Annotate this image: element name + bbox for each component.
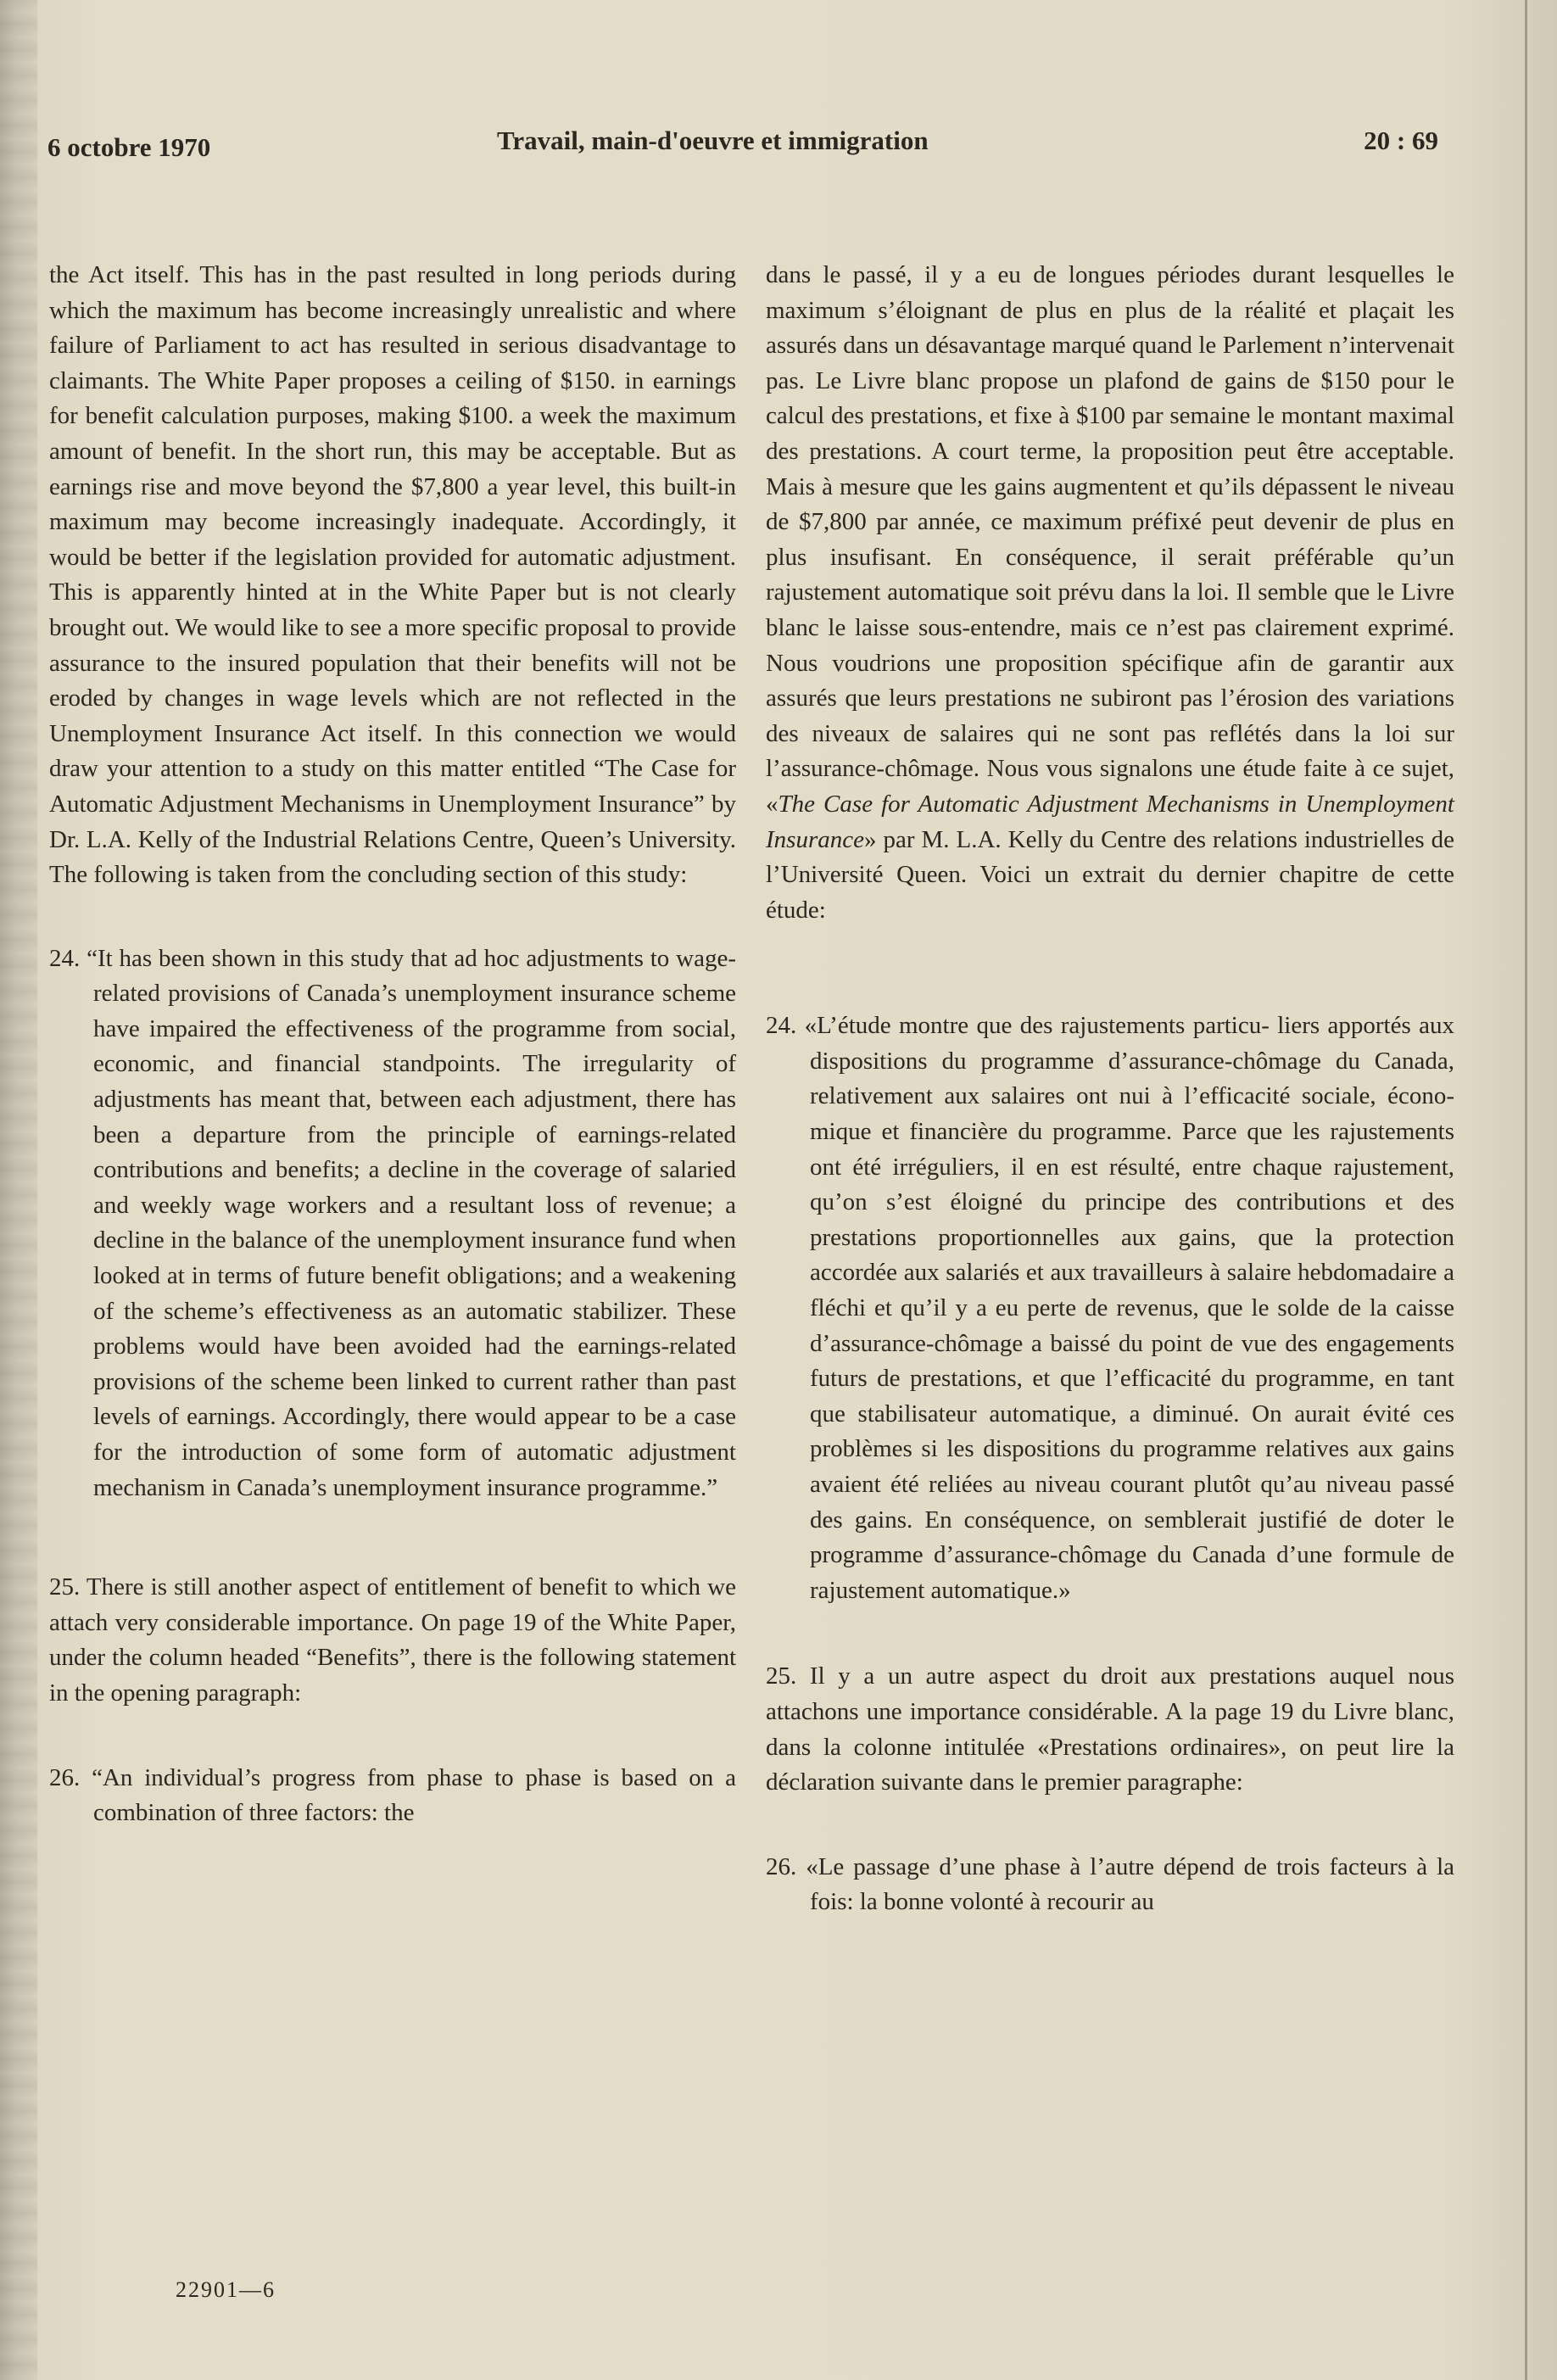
- page-header: [47, 119, 1438, 170]
- english-quote-24: 24. “It has been shown in this study that ad hoc adjustments to wage-related provisions of Canada’s unemployment insurance scheme have impaired the effectiveness of the programme from social, economic, and financial standpoints. The irregularity of adjustments has meant that, between each adjustment, there has been a departure from the principle of earnings-related contributions and benefits; a decline in the coverage of salaried and weekly wage workers and a resultant loss of revenue; a decline in the balance of the unemployment insurance fund when looked at in terms of future benefit obligations; and a weakening of the scheme’s effectiveness as an automatic stabilizer. These problems would have been avoided had the earnings-related provisions of the scheme been linked to current rather than past levels of earnings. Accordingly, there would appear to be a case for the introduction of some form of automatic adjustment mechanism in Canada’s unemployment insurance programme.”: [49, 944, 736, 1501]
- header-page-number: 20 : 69: [1364, 126, 1438, 155]
- french-paragraph-25: 25. Il y a un autre aspect du droit aux prestations auquel nous attachons une importance considérable. A la page 19 du Livre blanc, dans la colonne intitulée «Prestations ordinaires», on peut lire la déclaration suivante dans le premier paragraphe:: [766, 1662, 1454, 1796]
- french-intro-text: dans le passé, il y a eu de longues périodes durant lesquelles le maximum s’éloignant de plus en plus de la réalité et plaçait les assurés dans un désavantage marqué quand le Parlement n’intervenait pas. Le Livre blanc propose un plafond de gains de $150 pour le calcul des prestations, et fixe à $100 par semaine le montant maximal des prestations. A court terme, la proposition peut être acceptable. Mais à mesure que les gains augmentent et qu’ils dépassent le niveau de $7,800 par année, ce maximum préfixé peut devenir de plus en plus insufisant. En conséquence, il serait préférable qu’un rajustement automatique soit prévu dans la loi. Il semble que le Livre blanc le laisse sous-entendre, mais ce n’est pas clairement exprimé. Nous voudrions une proposition spécifique afin de garantir aux assurés que leurs prestations ne subiront pas l’érosion des variations des niveaux de salaires qui ne sont pas reflétés dans la loi sur l’assurance-chômage. Nous vous signalons une étude faite à ce sujet, «: [766, 261, 1454, 818]
- french-intro-paragraph: [766, 258, 1454, 928]
- english-intro-paragraph: the Act itself. This has in the past resulted in long periods during which the maximum has become increasingly unrealistic and where failure of Parliament to act has resulted in serious disadvantage to claimants. The White Paper proposes a ceiling of $150. in earnings for benefit calculation purposes, making $100. a week the maximum amount of benefit. In the short run, this may be acceptable. But as earnings rise and move beyond the $7,800 a year level, this built-in maximum may become increasingly inadequate. Accordingly, it would be better if the legislation provided for automatic adjustment. This is apparently hinted at in the White Paper but is not clearly brought out. We would like to see a more specific proposal to provide assurance to the insured population that their benefits will not be eroded by changes in wage levels which are not reflected in the Unemployment Insurance Act itself. In this connection we would draw your attention to a study on this matter entitled “The Case for Automatic Adjustment Mechanisms in Unemployment Insurance” by Dr. L.A. Kelly of the Industrial Relations Centre, Queen’s University. The following is taken from the concluding section of this study:: [49, 261, 736, 889]
- french-quote-26: 26. «Le passage d’une phase à l’autre dépend de trois facteurs à la fois: la bonne volonté à recourir au: [766, 1852, 1454, 1916]
- page-edge: [1525, 0, 1527, 2380]
- binding-spine: [0, 0, 37, 2380]
- french-column: [766, 258, 1454, 1920]
- english-column: [49, 258, 736, 1831]
- french-study-title: The Case for Automatic Adjustment Mechanisms in Unemployment Insurance: [766, 790, 1454, 853]
- footer-code: 22901—6: [176, 2277, 276, 2302]
- french-intro-text-end: » par M. L.A. Kelly du Centre des relations industrielles de l’Université Queen. Voici un extrait du dernier chapitre de cette étude:: [766, 825, 1454, 924]
- english-quote-26: 26. “An individual’s progress from phase to phase is based on a combination of three factors: the: [49, 1763, 736, 1827]
- english-paragraph-25: 25. There is still another aspect of entitlement of benefit to which we attach very considerable importance. On page 19 of the White Paper, under the column headed “Benefits”, there is the following statement in the opening paragraph:: [49, 1573, 736, 1707]
- french-quote-24: 24. «L’étude montre que des rajustements particu- liers apportés aux dispositions du programme d’assurance-chômage du Canada, relativement aux salaires ont nui à l’efficacité sociale, écono- mique et financière du programme. Parce que les rajustements ont été irréguliers, il en est résulté, entre chaque rajustement, qu’on s’est éloigné du principe des contributions et des prestations proportionnelles aux gains, que la protection accordée aux salariés et aux travailleurs à salaire hebdomadaire a fléchi et qu’il y a eu perte de revenus, que le solde de la caisse d’assurance-chômage a baissé du point de vue des engagements futurs de prestations, et que l’efficacité du programme, en tant que stabilisateur automatique, a diminué. On aurait évité ces problèmes si les dispositions du programme relatives aux gains avaient été reliées au niveau courant plutôt qu’au niveau passé des gains. En conséquence, on semblerait justifié de doter le programme d’assurance-chômage du Canada d’une formule de rajustement automatique.»: [766, 1012, 1454, 1604]
- header-title: Travail, main-d'oeuvre et immigration: [497, 126, 929, 155]
- header-date: 6 octobre 1970: [47, 132, 211, 162]
